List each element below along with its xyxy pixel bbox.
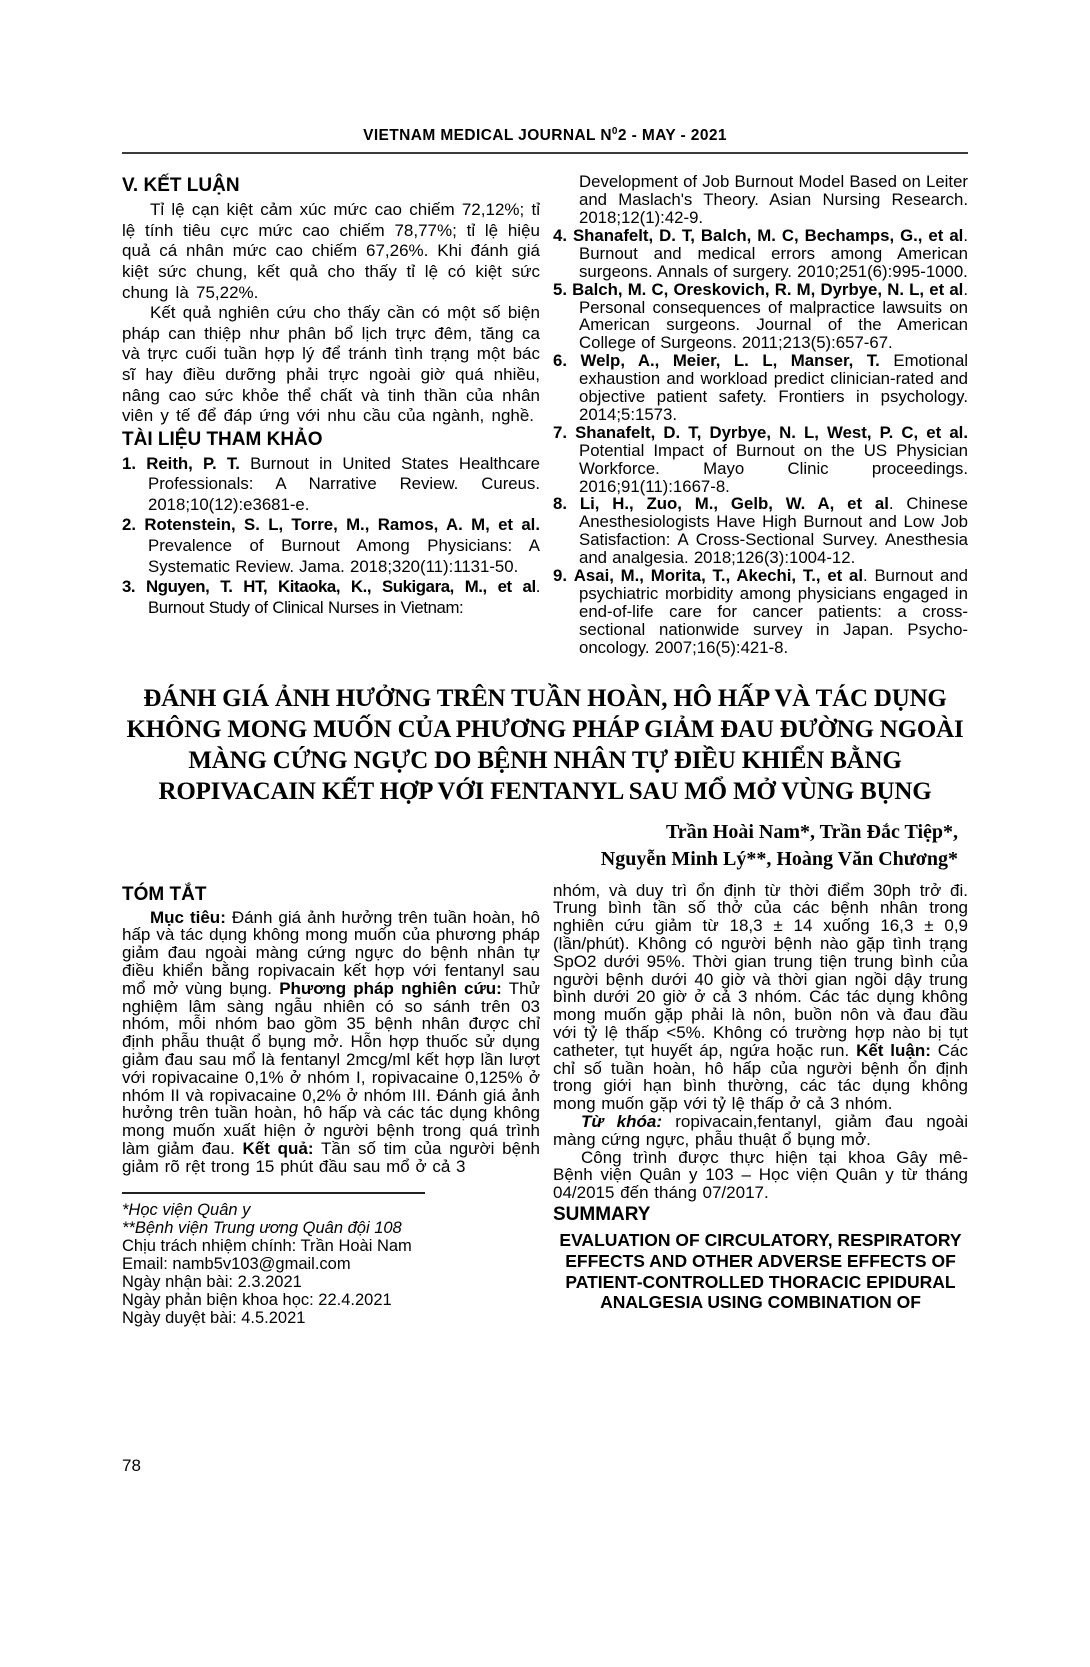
abstract-results-text: Tần số tim của người bệnh giảm rõ rệt trong 15 phút đầu sau mổ ở cả 3 <box>122 1138 540 1176</box>
reference-number: 4. <box>553 225 567 245</box>
abstract-methods-text: Thử nghiệm lâm sàng ngẫu nhiên có so sánh trên 03 nhóm, mỗi nhóm bao gồm 35 bệnh nhân được chỉ định phẫu thuật ổ bụng mở. Hỗn hợp thuốc sử dụng giảm đau sau mổ là fentanyl 2mcg/ml kết hợp lần lượt với ropivacaine 0,1% ở nhóm I, ropivacaine 0,125% ở nhóm II và ropivacaine 0,2% ở nhóm III. Đánh giá ảnh hưởng trên tuần hoàn, hô hấp và các tác dụng không mong muốn xuất hiện ở người bệnh trong quá trình làm giảm đau. <box>122 978 540 1158</box>
date-reviewed: Ngày phản biện khoa học: 22.4.2021 <box>122 1290 392 1309</box>
keywords-paragraph <box>553 1113 968 1149</box>
affiliation-1: *Học viện Quân y <box>122 1200 251 1219</box>
reference-item-8 <box>553 495 968 567</box>
left-column-top <box>122 173 540 618</box>
reference-number: 9. <box>553 566 567 586</box>
reference-text: . Burnout and psychiatric morbidity among physicians engaged in end-of-life care for cancer patients: a cross-sectional nationwide survey in Japan. Psycho-oncology. 2007;16(5):421-8. <box>579 566 968 657</box>
study-note: Công trình được thực hiện tại khoa Gây mê- Bệnh viện Quân y 103 – Học viện Quân y từ tháng 04/2015 đến tháng 07/2017. <box>553 1147 968 1203</box>
corresponding-author: Chịu trách nhiệm chính: Trần Hoài Nam <box>122 1236 412 1255</box>
reference-item-9 <box>553 567 968 657</box>
conclusion-paragraph-1: Tỉ lệ cạn kiệt cảm xúc mức cao chiếm 72,12%; tỉ lệ tính tiêu cực mức cao chiếm 78,77%; tỉ lệ hiệu quả cá nhân mức cao chiếm 67,26%. Khi đánh giá kiệt sức chung, kết quả cho thấy tỉ lệ có kiệt sức chung là 75,22%. <box>122 200 540 302</box>
reference-text: Prevalence of Burnout Among Physicians: A Systematic Review. Jama. 2018;320(11):1131-50. <box>148 536 540 576</box>
references-heading: TÀI LIỆU THAM KHẢO <box>122 428 323 450</box>
date-received: Ngày nhận bài: 2.3.2021 <box>122 1272 302 1291</box>
reference-number: 2. <box>122 515 136 535</box>
journal-title-suffix: 2 - MAY - 2021 <box>617 127 727 145</box>
summary-title-line-1: EVALUATION OF CIRCULATORY, RESPIRATORY <box>559 1229 962 1250</box>
left-column-bottom <box>122 882 540 1327</box>
reference-number: 5. <box>553 279 567 299</box>
summary-title-line-4: ANALGESIA USING COMBINATION OF <box>600 1292 921 1313</box>
reference-item-5 <box>553 281 968 353</box>
page-number: 78 <box>122 1456 141 1475</box>
reference-authors: Shanafelt, D. T, Dyrbye, N. L, West, P. C, et al. <box>575 422 968 442</box>
summary-heading: SUMMARY <box>553 1203 651 1225</box>
reference-item-1 <box>122 454 540 516</box>
conclusion-paragraph-2: Kết quả nghiên cứu cho thấy cần có một số biện pháp can thiệp như phân bổ lịch trực đêm, tăng ca và trực cuối tuần hợp lý để tránh tình trạng một bác sĩ hay điều dưỡng phải trực ngoài giờ quá nhiều, nâng cao sức khỏe thể chất và tinh thần của nhân viên y tế để đáp ứng với nhu cầu của ngành, nghề. <box>122 303 540 426</box>
corresponding-email: Email: namb5v103@gmail.com <box>122 1254 351 1273</box>
reference-item-2 <box>122 515 540 577</box>
reference-text: Emotional exhaustion and workload predict clinician-rated and objective patient safety. Frontiers in psychology. 2014;5:1573. <box>579 351 968 424</box>
previous-article-section <box>122 173 968 656</box>
reference-number: 7. <box>553 422 567 442</box>
reference-item-6 <box>553 352 968 424</box>
abstract-methods-label: Phương pháp nghiên cứu: <box>279 978 502 998</box>
reference-number: 1. <box>122 453 136 473</box>
journal-title-superscript: 0 <box>611 126 618 137</box>
keywords-label: Từ khóa: <box>581 1111 663 1131</box>
reference-text: . Burnout Study of Clinical Nurses in Vietnam: <box>148 577 541 617</box>
abstract-section <box>122 882 968 1327</box>
reference-text: Potential Impact of Burnout on the US Physician Workforce. Mayo Clinic proceedings. 2016;91(11):1667-8. <box>579 440 968 496</box>
reference-item-3-continuation: Development of Job Burnout Model Based on Leiter and Maslach's Theory. Asian Nursing Research. 2018;12(1):42-9. <box>579 172 968 227</box>
abstract-conclusion-label: Kết luận: <box>856 1040 931 1060</box>
conclusion-heading: V. KẾT LUẬN <box>122 175 240 197</box>
reference-item-4 <box>553 227 968 281</box>
author-names-line-2: Nguyễn Minh Lý**, Hoàng Văn Chương* <box>600 847 958 870</box>
abstract-heading: TÓM TẮT <box>122 883 207 905</box>
reference-text: Burnout in United States Healthcare Professionals: A Narrative Review. Cureus. 2018;10(12):e3681-e. <box>148 453 540 514</box>
journal-page <box>0 126 1090 1327</box>
abstract-results-continuation: nhóm, và duy trì ổn định từ thời điểm 30ph trở đi. Trung bình tần số thở của các bệnh nhân trong nghiên cứu giảm từ 18,3 ± 14 xuống 16,3 ± 0,9 (lần/phút). Không có người bệnh nào gặp tình trạng SpO2 dưới 95%. Thời gian trung tiện trung bình của người bệnh dưới 40 giờ và thời gian ngồi dậy trung bình dưới 20 giờ ở cả 3 nhóm. Các tác dụng không mong muốn gặp phải là nôn, buồn nôn và đau đầu với tỷ lệ thấp <5%. Không có trường hợp nào bị tụt catheter, tụt huyết áp, ngứa hoặc run. <box>553 880 968 1060</box>
reference-item-3 <box>122 577 540 618</box>
abstract-conclusion-text: Các chỉ số tuần hoàn, hô hấp của người bệnh ổn định trong giới hạn bình thường, các tác dụng không mong muốn gặp với tỷ lệ thấp ở cả 3 nhóm. <box>553 1040 968 1114</box>
author-names-line-1: Trần Hoài Nam*, Trần Đắc Tiệp*, <box>665 820 958 843</box>
right-column-top <box>553 173 968 656</box>
article-title <box>122 683 968 807</box>
article-title-line-4: ROPIVACAIN KẾT HỢP VỚI FENTANYL SAU MỔ MỞ VÙNG BỤNG <box>158 777 932 805</box>
reference-authors: Nguyen, T. HT, Kitaoka, K., Sukigara, M., et al <box>146 577 536 597</box>
summary-title-line-3: PATIENT-CONTROLLED THORACIC EPIDURAL <box>565 1271 956 1292</box>
journal-header <box>122 126 968 154</box>
reference-authors: Welp, A., Meier, L. L, Manser, T. <box>580 351 880 371</box>
reference-authors: Balch, M. C, Oreskovich, R. M, Dyrbye, N. L, et al <box>572 279 964 299</box>
summary-title-line-2: EFFECTS AND OTHER ADVERSE EFFECTS OF <box>565 1250 956 1271</box>
reference-authors: Rotenstein, S. L, Torre, M., Ramos, A. M, et al. <box>144 515 540 535</box>
keywords-text: ropivacain,fentanyl, giảm đau ngoài màng cứng ngực, phẫu thuật ổ bụng mở. <box>553 1111 968 1149</box>
reference-text: . Burnout and medical errors among American surgeons. Annals of surgery. 2010;251(6):995-1000. <box>579 225 968 281</box>
reference-number: 8. <box>553 494 567 514</box>
summary-title <box>553 1230 968 1313</box>
reference-authors: Shanafelt, D. T, Balch, M. C, Bechamps, G., et al <box>572 225 964 245</box>
abstract-objective-text: Đánh giá ảnh hưởng trên tuần hoàn, hô hấp và tác dụng không mong muốn của phương pháp giảm đau ngoài màng cứng ngực do bệnh nhân tự điều khiển bằng ropivacain kết hợp với fentanyl sau mổ mở vùng bụng. <box>122 907 541 998</box>
author-names <box>122 819 968 873</box>
abstract-paragraph <box>122 909 540 1176</box>
article-title-line-1: ĐÁNH GIÁ ẢNH HƯỞNG TRÊN TUẦN HOÀN, HÔ HẤP VÀ TÁC DỤNG <box>143 684 947 712</box>
abstract-continuation <box>553 882 968 1113</box>
article-title-line-3: MÀNG CỨNG NGỰC DO BỆNH NHÂN TỰ ĐIỀU KHIỂN BẰNG <box>188 746 902 774</box>
reference-item-7 <box>553 424 968 496</box>
reference-text: . Personal consequences of malpractice lawsuits on American surgeons. Journal of the American College of Surgeons. 2011;213(5):657-67. <box>579 279 968 353</box>
abstract-objective-label: Mục tiêu: <box>150 907 226 927</box>
footnote-block <box>122 1192 540 1327</box>
reference-number: 6. <box>553 351 567 371</box>
right-column-bottom <box>553 882 968 1314</box>
footnote-divider <box>122 1192 425 1194</box>
affiliation-2: **Bệnh viện Trung ương Quân đội 108 <box>122 1218 402 1237</box>
reference-text: . Chinese Anesthesiologists Have High Burnout and Low Job Satisfaction: A Cross-Sectional Survey. Anesthesia and analgesia. 2018;126(3):1004-12. <box>579 494 968 568</box>
reference-number: 3. <box>122 577 136 597</box>
reference-authors: Reith, P. T. <box>146 453 240 473</box>
reference-authors: Asai, M., Morita, T., Akechi, T., et al <box>573 566 864 586</box>
abstract-results-label: Kết quả: <box>242 1138 314 1158</box>
reference-authors: Li, H., Zuo, M., Gelb, W. A, et al <box>579 494 889 514</box>
journal-title-prefix: VIETNAM MEDICAL JOURNAL N <box>363 127 612 145</box>
article-title-line-2: KHÔNG MONG MUỐN CỦA PHƯƠNG PHÁP GIẢM ĐAU ĐƯỜNG NGOÀI <box>126 715 964 743</box>
date-accepted: Ngày duyệt bài: 4.5.2021 <box>122 1308 306 1327</box>
